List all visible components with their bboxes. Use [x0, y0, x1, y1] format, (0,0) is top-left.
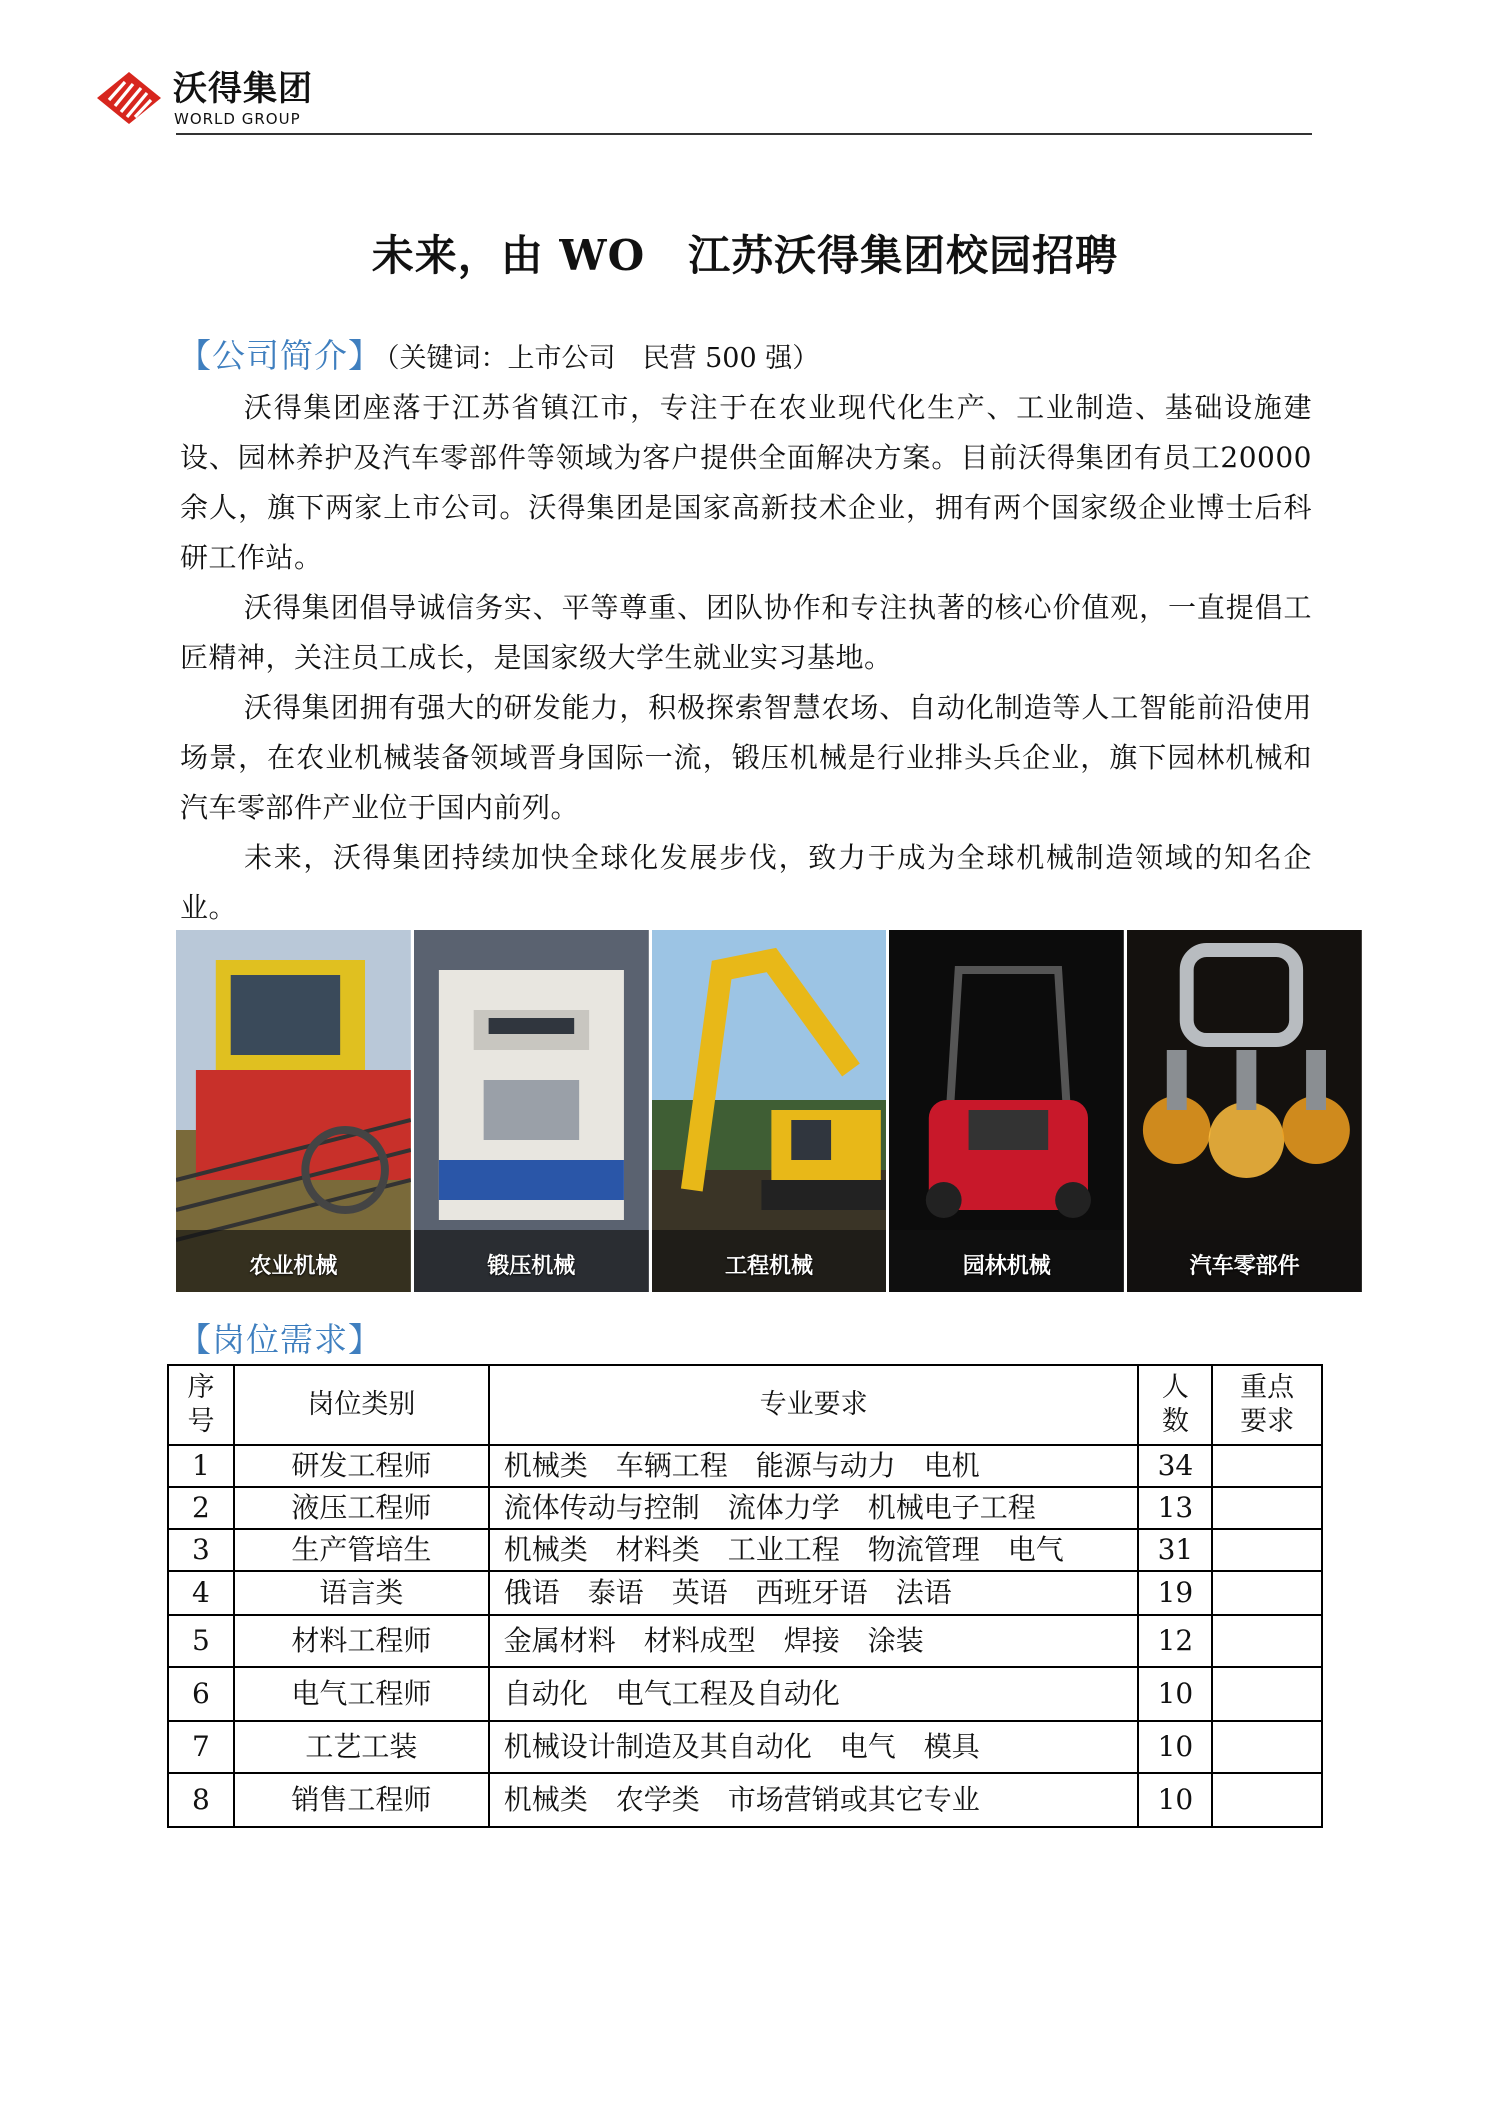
jobs-table	[167, 1364, 1323, 1828]
header-key-req: 重点 要求	[1212, 1365, 1322, 1445]
cell-category: 研发工程师	[234, 1445, 489, 1487]
press-machine-icon	[414, 930, 649, 1292]
harvester-icon	[176, 930, 411, 1292]
intro-keywords: （关键词：上市公司 民营 500 强）	[386, 343, 820, 374]
cell-count: 19	[1138, 1571, 1212, 1615]
table-row	[168, 1773, 1322, 1827]
intro-paragraph: 沃得集团倡导诚信务实、平等尊重、团队协作和专注执著的核心价值观，一直提倡工匠精神，关注员工成长，是国家级大学生就业实习基地。	[180, 591, 1312, 674]
header-divider	[176, 133, 1312, 135]
header-count: 人 数	[1138, 1365, 1212, 1445]
company-logo	[95, 68, 355, 130]
table-row	[168, 1615, 1322, 1667]
cell-seq: 1	[168, 1445, 234, 1487]
header-major: 专业要求	[489, 1365, 1139, 1445]
lawn-mower-icon	[889, 930, 1124, 1292]
intro-heading-line	[178, 334, 819, 381]
cell-key-req	[1212, 1571, 1322, 1615]
table-row	[168, 1445, 1322, 1487]
cell-major: 机械设计制造及其自动化 电气 模具	[489, 1721, 1139, 1773]
cell-major: 机械类 农学类 市场营销或其它专业	[489, 1773, 1139, 1827]
image-auto-parts	[1127, 930, 1362, 1292]
image-agricultural-machinery	[176, 930, 411, 1292]
cell-seq: 4	[168, 1571, 234, 1615]
table-row	[168, 1571, 1322, 1615]
logo-chinese-text: 沃得集团	[173, 69, 313, 109]
cell-key-req	[1212, 1445, 1322, 1487]
cell-seq: 6	[168, 1667, 234, 1721]
cell-seq: 8	[168, 1773, 234, 1827]
cell-seq: 3	[168, 1529, 234, 1571]
cell-count: 34	[1138, 1445, 1212, 1487]
cell-count: 13	[1138, 1487, 1212, 1529]
cell-key-req	[1212, 1615, 1322, 1667]
cell-key-req	[1212, 1721, 1322, 1773]
image-label: 园林机械	[962, 1254, 1051, 1279]
excavator-icon	[652, 930, 887, 1292]
table-header-row	[168, 1365, 1322, 1445]
cell-key-req	[1212, 1667, 1322, 1721]
jobs-heading: 【岗位需求】	[178, 1320, 382, 1359]
cell-major: 俄语 泰语 英语 西班牙语 法语	[489, 1571, 1139, 1615]
cell-major: 自动化 电气工程及自动化	[489, 1667, 1139, 1721]
page-title: 未来，由 WO 江苏沃得集团校园招聘	[371, 231, 1119, 280]
intro-paragraph: 沃得集团座落于江苏省镇江市，专注于在农业现代化生产、工业制造、基础设施建设、园林养护及汽车零部件等领域为客户提供全面解决方案。目前沃得集团有员工20000 余人，旗下两家上市公司。沃得集团是国家高新技术企业，拥有两个国家级企业博士后科研工作站。	[180, 391, 1312, 574]
image-construction-machinery	[652, 930, 887, 1292]
header-category: 岗位类别	[234, 1365, 489, 1445]
cell-major: 机械类 材料类 工业工程 物流管理 电气	[489, 1529, 1139, 1571]
cell-count: 10	[1138, 1667, 1212, 1721]
intro-paragraph: 未来，沃得集团持续加快全球化发展步伐，致力于成为全球机械制造领域的知名企业。	[180, 841, 1312, 924]
cell-count: 10	[1138, 1721, 1212, 1773]
cell-major: 流体传动与控制 流体力学 机械电子工程	[489, 1487, 1139, 1529]
cell-major: 金属材料 材料成型 焊接 涂装	[489, 1615, 1139, 1667]
cell-category: 语言类	[234, 1571, 489, 1615]
product-image-strip	[176, 930, 1362, 1292]
company-intro	[180, 383, 1312, 933]
image-label: 工程机械	[724, 1254, 813, 1279]
image-label: 农业机械	[249, 1254, 338, 1279]
intro-paragraph: 沃得集团拥有强大的研发能力，积极探索智慧农场、自动化制造等人工智能前沿使用场景，在农业机械装备领域晋身国际一流，锻压机械是行业排头兵企业，旗下园林机械和汽车零部件产业位于国内前列。	[180, 691, 1312, 824]
cell-category: 材料工程师	[234, 1615, 489, 1667]
cell-count: 10	[1138, 1773, 1212, 1827]
image-forging-machinery	[414, 930, 649, 1292]
image-label: 汽车零部件	[1189, 1254, 1300, 1279]
cell-key-req	[1212, 1773, 1322, 1827]
cell-key-req	[1212, 1487, 1322, 1529]
cell-seq: 2	[168, 1487, 234, 1529]
engine-parts-icon	[1127, 930, 1362, 1292]
cell-category: 生产管培生	[234, 1529, 489, 1571]
table-row	[168, 1529, 1322, 1571]
cell-major: 机械类 车辆工程 能源与动力 电机	[489, 1445, 1139, 1487]
cell-category: 电气工程师	[234, 1667, 489, 1721]
header-seq: 序 号	[168, 1365, 234, 1445]
cell-seq: 5	[168, 1615, 234, 1667]
cell-count: 31	[1138, 1529, 1212, 1571]
cell-category: 液压工程师	[234, 1487, 489, 1529]
cell-seq: 7	[168, 1721, 234, 1773]
intro-heading: 【公司简介】	[178, 336, 382, 375]
cell-category: 工艺工装	[234, 1721, 489, 1773]
world-group-logo-icon	[95, 70, 163, 126]
cell-key-req	[1212, 1529, 1322, 1571]
cell-count: 12	[1138, 1615, 1212, 1667]
table-row	[168, 1721, 1322, 1773]
table-row	[168, 1487, 1322, 1529]
image-label: 锻压机械	[487, 1254, 576, 1279]
image-garden-machinery	[889, 930, 1124, 1292]
cell-category: 销售工程师	[234, 1773, 489, 1827]
logo-english-text: WORLD GROUP	[174, 110, 301, 128]
table-row	[168, 1667, 1322, 1721]
